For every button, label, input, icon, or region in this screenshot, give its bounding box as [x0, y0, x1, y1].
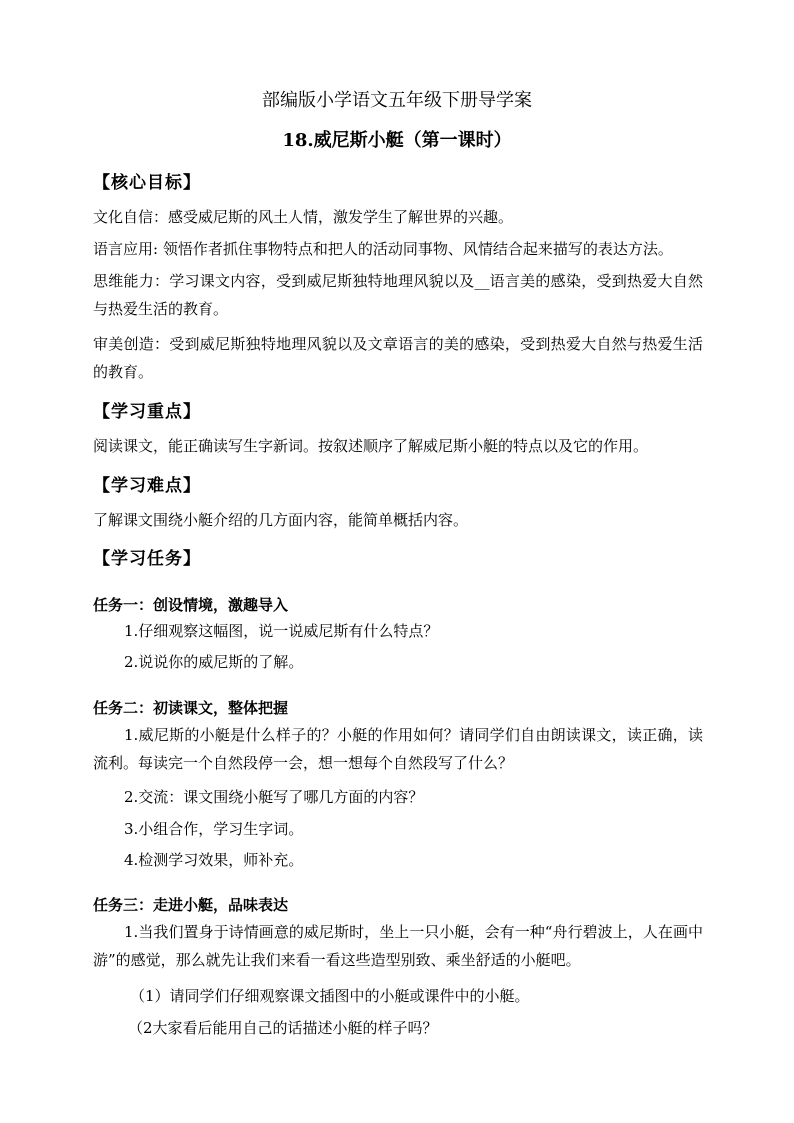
- task2-item: 2.交流：课文围绕小艇写了哪几方面的内容？: [124, 788, 424, 806]
- task3-title: 任务三：走进小艇，品味表达: [93, 896, 289, 914]
- goal-language: 语言应用: 领悟作者抓住事物特点和把人的活动同事物、风情结合起来描写的表达方法。: [93, 240, 673, 258]
- tasks-heading: 【学习任务】: [93, 549, 201, 569]
- difficulty-heading: 【学习难点】: [93, 476, 201, 496]
- task1-item: 2.说说你的威尼斯的了解。: [124, 653, 304, 671]
- goal-thinking: 思维能力：学习课文内容，受到威尼斯独特地理风貌以及__语言美的感染，受到热爱大自然与热爱生活的教育。: [93, 272, 703, 318]
- goals-heading: 【核心目标】: [93, 173, 201, 193]
- document-title: 部编版小学语文五年级下册导学案: [262, 90, 532, 111]
- key-heading: 【学习重点】: [93, 402, 201, 422]
- key-text: 阅读课文，能正确读写生字新词。按叙述顺序了解威尼斯小艇的特点以及它的作用。: [93, 437, 649, 455]
- lesson-title: 18.威尼斯小艇（第一课时）: [282, 130, 512, 151]
- task2-item: 1.威尼斯的小艇是什么样子的？小艇的作用如何？请同学们自由朗读课文，读正确，读流利。每读完一个自然段停一会，想一想每个自然段写了什么？: [93, 726, 703, 772]
- task2-item: 3.小组合作，学习生字词。: [124, 820, 304, 838]
- task1-item: 1.仔细观察这幅图，说一说威尼斯有什么特点？: [124, 622, 439, 640]
- task3-sub-item: （1）请同学们仔细观察课文插图中的小艇或课件中的小艇。: [130, 987, 530, 1005]
- goal-culture: 文化自信：感受威尼斯的风土人情，激发学生了解世界的兴趣。: [93, 208, 514, 226]
- task1-title: 任务一：创设情境，激趣导入: [93, 596, 289, 614]
- task2-title: 任务二：初读课文，整体把握: [93, 699, 289, 717]
- difficulty-text: 了解课文围绕小艇介绍的几方面内容，能简单概括内容。: [93, 511, 469, 529]
- task2-item: 4.检测学习效果，师补充。: [124, 851, 304, 869]
- goal-aesthetic: 审美创造：受到威尼斯独特地理风貌以及文章语言的美的感染，受到热爱大自然与热爱生活的教育。: [93, 335, 703, 381]
- task3-item: 1.当我们置身于诗情画意的威尼斯时，坐上一只小艇，会有一种“舟行碧波上，人在画中游”的感觉，那么就先让我们来看一看这些造型别致、乘坐舒适的小艇吧。: [93, 923, 703, 969]
- task3-sub-item: （2大家看后能用自己的话描述小艇的样子吗？: [128, 1019, 438, 1037]
